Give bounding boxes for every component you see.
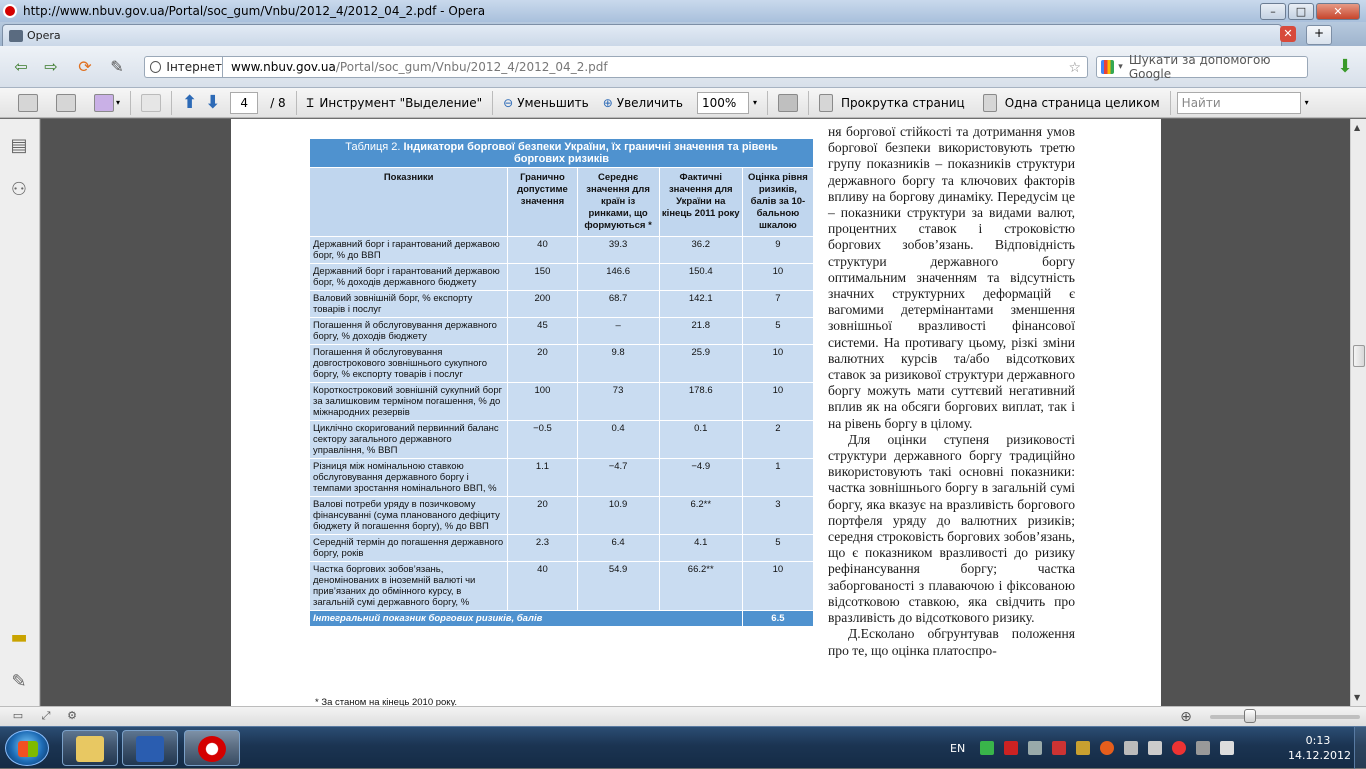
- risk-score: 5: [742, 318, 813, 345]
- panel-toggle-icon[interactable]: ▭: [12, 709, 24, 722]
- risk-score: 3: [742, 497, 813, 535]
- tab-bar: [0, 22, 1366, 46]
- table-caption-prefix: Таблиця 2.: [345, 141, 401, 153]
- taskbar-opera[interactable]: [184, 730, 240, 766]
- download-icon[interactable]: ⬇: [1337, 56, 1353, 77]
- select-tool-button[interactable]: [303, 91, 486, 115]
- indicators-table: [309, 138, 814, 627]
- actual-value: 0.1: [659, 421, 742, 459]
- security-label: Інтернет: [166, 60, 222, 74]
- average-value: –: [577, 318, 659, 345]
- indicator-name: Різниця між номінальною ставкою обслуговування державного боргу і темпами зростання номінального ВВП, %: [310, 459, 508, 497]
- indicator-name: Погашення й обслуговування довгострокового зовнішнього сукупного боргу, % експорту товарів і послуг: [310, 345, 508, 383]
- url-path: /Portal/soc_gum/Vnbu/2012_4/2012_04_2.pdf: [335, 60, 608, 74]
- opera-menu-icon: [9, 30, 23, 42]
- limit-value: −0.5: [508, 421, 577, 459]
- zoom-in-button[interactable]: [599, 91, 687, 115]
- security-tray-icon[interactable]: [1052, 741, 1066, 755]
- indicator-name: Середній термін до погашення державного боргу, років: [310, 535, 508, 562]
- zoom-out-icon: ⊖: [503, 95, 514, 110]
- table-footnote: * За станом на кінець 2010 року.: [315, 697, 458, 706]
- device-tray-icon[interactable]: [1028, 741, 1042, 755]
- table-header: Оцінка рівня ризиків, балів за 10-бальною шкалою: [742, 168, 813, 237]
- window-titlebar: [0, 0, 1366, 22]
- reload-button[interactable]: ⟳: [78, 57, 92, 76]
- actual-value: −4.9: [659, 459, 742, 497]
- close-tab-button[interactable]: ✕: [1280, 26, 1296, 42]
- table-header: Показники: [310, 168, 508, 237]
- flash-tray-icon[interactable]: [1100, 741, 1114, 755]
- network-tray-icon[interactable]: [980, 741, 994, 755]
- url-field[interactable]: [222, 56, 1088, 78]
- risk-score: 10: [742, 345, 813, 383]
- status-bar: [0, 706, 1366, 726]
- risk-score: 10: [742, 264, 813, 291]
- text-cursor-icon: Ɪ: [306, 96, 314, 110]
- find-dropdown-icon[interactable]: ▾: [1304, 98, 1309, 107]
- comment-button[interactable]: [137, 91, 165, 115]
- limit-value: 200: [508, 291, 577, 318]
- actual-value: 4.1: [659, 535, 742, 562]
- tool-tray-icon[interactable]: [1076, 741, 1090, 755]
- average-value: 6.4: [577, 535, 659, 562]
- table-caption-title: Індикатори боргової безпеки України, їх граничні значення та рівень боргових ризиків: [403, 141, 778, 165]
- save-icon: [56, 94, 76, 112]
- table-row: [310, 497, 814, 535]
- indicator-name: Державний борг і гарантований державою борг, % до ВВП: [310, 237, 508, 264]
- show-desktop-button[interactable]: [1354, 727, 1366, 769]
- fullscreen-icon[interactable]: ⤢: [41, 709, 51, 722]
- binoculars-icon[interactable]: ⚇: [10, 179, 28, 200]
- close-window-button[interactable]: ✕: [1316, 3, 1360, 20]
- pdf-page: [231, 119, 1161, 706]
- scrollbar-thumb[interactable]: [1353, 345, 1365, 367]
- table-row: [310, 318, 814, 345]
- camera-icon: [778, 94, 798, 112]
- bookmark-star-icon[interactable]: ☆: [1068, 60, 1081, 76]
- edit-icon[interactable]: ✎: [110, 57, 124, 76]
- limit-value: 150: [508, 264, 577, 291]
- actual-value: 6.2**: [659, 497, 742, 535]
- minimize-button[interactable]: –: [1260, 3, 1286, 20]
- toolbar-separator: [171, 91, 172, 115]
- risk-score: 10: [742, 383, 813, 421]
- pdf-toolbar: [0, 88, 1366, 118]
- globe-icon: [150, 61, 161, 73]
- actual-value: 25.9: [659, 345, 742, 383]
- indicator-name: Валовий зовнішній борг, % експорту товарів і послуг: [310, 291, 508, 318]
- paragraph: ня боргової стійкості та дотримання умов боргової безпеки використовують третю групу показників – показників структури державного боргу та ключових факторів впливу на боргову динаміку. Передусім це – показники структури за видами валют, процентних ставок і строковістю боргових зобов’язань. Відповідність структури державного боргу оптимальним значенням та відсутність значних структурних деформацій є вагомими детермінантами зменшення зовнішньої вразливості фінансової системи. На противагу цьому, різкі зміни валютних курсів та/або відсоткових ставок за ризикової структури державного боргу можуть мати суттєвий негативний вплив як на обсяги боргових виплат, так і на рівень боргу в цілому.: [828, 124, 1075, 431]
- table-row: [310, 535, 814, 562]
- print-icon: [18, 94, 38, 112]
- clipboard-tray-icon[interactable]: [1148, 741, 1162, 755]
- risk-score: 1: [742, 459, 813, 497]
- indicator-name: Короткостроковий зовнішній сукупний борг за залишковим терміном погашення, % до міжнародних резервів: [310, 383, 508, 421]
- table-caption: [310, 139, 814, 168]
- next-page-button[interactable]: ⬇: [205, 92, 221, 113]
- average-value: 39.3: [577, 237, 659, 264]
- search-placeholder: Шукати за допомогою Google: [1128, 53, 1271, 81]
- actual-value: 142.1: [659, 291, 742, 318]
- table-header: Середнє значення для країн із ринками, що формуються *: [577, 168, 659, 237]
- comment-icon: [141, 94, 161, 112]
- indicator-name: Частка боргових зобов’язань, деномінованих в іноземній валюті чи прив’язаних до обмінного курсу, в загальній сумі державного боргу, %: [310, 562, 508, 611]
- one-page-label: Одна страница целиком: [1004, 95, 1160, 110]
- window-controls: [1260, 3, 1360, 20]
- table-row: [310, 562, 814, 611]
- total-label: Інтегральний показник боргових ризиків, балів: [310, 611, 743, 627]
- actual-value: 178.6: [659, 383, 742, 421]
- system-tray: [950, 727, 1239, 769]
- zoom-slider[interactable]: [1210, 715, 1360, 719]
- zoom-out-label: Уменьшить: [517, 95, 589, 110]
- average-value: 146.6: [577, 264, 659, 291]
- average-value: 0.4: [577, 421, 659, 459]
- table-row: [310, 383, 814, 421]
- forward-button[interactable]: ⇨: [44, 57, 58, 76]
- find-input[interactable]: Найти: [1177, 92, 1301, 114]
- zoom-select[interactable]: 100%: [697, 92, 749, 114]
- taskbar-explorer[interactable]: [62, 730, 118, 766]
- search-engine-dropdown-icon[interactable]: ▾: [1118, 62, 1123, 72]
- scroll-pages-label: Прокрутка страниц: [840, 95, 965, 110]
- average-value: 73: [577, 383, 659, 421]
- url-host: www.nbuv.gov.ua: [231, 60, 336, 74]
- folder-icon: [76, 736, 104, 762]
- pages-icon[interactable]: ▤: [10, 135, 28, 156]
- window-title: http://www.nbuv.gov.ua/Portal/soc_gum/Vnbu/2012_4/2012_04_2.pdf - Opera: [23, 4, 486, 18]
- search-field[interactable]: [1096, 53, 1308, 81]
- actual-value: 66.2**: [659, 562, 742, 611]
- limit-value: 20: [508, 497, 577, 535]
- actual-value: 36.2: [659, 237, 742, 264]
- table-row: [310, 421, 814, 459]
- risk-score: 5: [742, 535, 813, 562]
- table-row: [310, 264, 814, 291]
- limit-value: 45: [508, 318, 577, 345]
- pdf-side-panel: [0, 119, 40, 706]
- opera-tray-icon[interactable]: [1172, 741, 1186, 755]
- settings-icon[interactable]: ⚙: [67, 709, 77, 722]
- maximize-button[interactable]: □: [1288, 3, 1314, 20]
- share-icon: [94, 94, 114, 112]
- acrobat-tray-icon[interactable]: [1004, 741, 1018, 755]
- table-header: Гранично допустиме значення: [508, 168, 577, 237]
- table-row: [310, 291, 814, 318]
- prev-page-button[interactable]: ⬆: [182, 92, 198, 113]
- average-value: 54.9: [577, 562, 659, 611]
- print-button[interactable]: [14, 91, 42, 115]
- clock-time: 0:13: [1305, 734, 1331, 747]
- table-row: [310, 345, 814, 383]
- share-button[interactable]: [90, 91, 124, 115]
- table-row: [310, 459, 814, 497]
- monitor-tray-icon[interactable]: [1196, 741, 1210, 755]
- toolbar-separator: [492, 91, 493, 115]
- snapshot-button[interactable]: [774, 91, 802, 115]
- risk-score: 2: [742, 421, 813, 459]
- toolbar-separator: [767, 91, 768, 115]
- risk-score: 9: [742, 237, 813, 264]
- vertical-scrollbar[interactable]: [1350, 119, 1366, 706]
- zoom-dropdown-icon[interactable]: ▾: [752, 98, 757, 107]
- limit-value: 1.1: [508, 459, 577, 497]
- average-value: 10.9: [577, 497, 659, 535]
- zoom-icon[interactable]: ⊕: [1180, 709, 1192, 725]
- scroll-down-icon[interactable]: ▼: [1354, 693, 1361, 702]
- limit-value: 40: [508, 562, 577, 611]
- scroll-up-icon[interactable]: ▲: [1354, 123, 1361, 132]
- select-tool-label: Инструмент "Выделение": [319, 95, 483, 110]
- attachments-icon[interactable]: ✎: [11, 671, 27, 692]
- toolbar-separator: [296, 91, 297, 115]
- indicator-name: Державний борг і гарантований державою борг, % доходів державного бюджету: [310, 264, 508, 291]
- one-page-button[interactable]: [979, 91, 1164, 115]
- language-indicator[interactable]: EN: [950, 741, 966, 755]
- share-dropdown-icon: ▾: [116, 98, 121, 107]
- page-number-input[interactable]: 4: [230, 92, 258, 114]
- average-value: 9.8: [577, 345, 659, 383]
- taskbar-word[interactable]: [122, 730, 178, 766]
- indicator-name: Циклічно скоригований первинний баланс сектору загального державного управління, % ВВП: [310, 421, 508, 459]
- windows-logo-icon: [18, 741, 38, 757]
- back-button[interactable]: ⇦: [14, 57, 28, 76]
- paragraph: Д.Есколано обгрунтував положення про те, що оцінка платоспро-: [828, 626, 1075, 658]
- save-button[interactable]: [52, 91, 80, 115]
- zoom-slider-knob[interactable]: [1244, 709, 1256, 723]
- zoom-in-icon: ⊕: [602, 95, 613, 110]
- paragraph: Для оцінки ступеня ризиковості структури державного боргу традиційно використовують такі основні показники: частка зовнішнього боргу в загальній сумі боргу, яка вказує на вразливість боргового портфеля уряду до валютних ризиків; середня строковість боргових зобов’язань, що є показником вразливості до ризику рефінансування боргу; частка заборгованості з плаваючою і фіксованою відсотковою ставкою, яка свідчить про вразливість до відсоткового ризику.: [828, 431, 1075, 626]
- risk-score: 10: [742, 562, 813, 611]
- address-toolbar: [0, 46, 1366, 88]
- page-total: / 8: [270, 95, 286, 110]
- pdf-viewport[interactable]: [41, 119, 1350, 706]
- zoom-in-label: Увеличить: [616, 95, 683, 110]
- word-icon: [136, 736, 164, 762]
- total-value: 6.5: [742, 611, 813, 627]
- actual-value: 21.8: [659, 318, 742, 345]
- security-badge[interactable]: [144, 56, 222, 78]
- average-value: −4.7: [577, 459, 659, 497]
- tab-current[interactable]: [2, 24, 1282, 46]
- new-tab-button[interactable]: +: [1306, 25, 1332, 45]
- keyboard-tray-icon[interactable]: [1124, 741, 1138, 755]
- limit-value: 100: [508, 383, 577, 421]
- limit-value: 2.3: [508, 535, 577, 562]
- risk-score: 7: [742, 291, 813, 318]
- table-row: [310, 237, 814, 264]
- table-header: Фактичні значення для України на кінець 2011 року: [659, 168, 742, 237]
- tab-label: Opera: [27, 29, 61, 42]
- actual-value: 150.4: [659, 264, 742, 291]
- toolbar-separator: [808, 91, 809, 115]
- fit-page-icon: [983, 94, 997, 112]
- volume-tray-icon[interactable]: [1220, 741, 1234, 755]
- average-value: 68.7: [577, 291, 659, 318]
- limit-value: 20: [508, 345, 577, 383]
- scroll-pages-icon: [819, 94, 833, 112]
- opera-logo-icon: [3, 4, 17, 18]
- comments-icon[interactable]: ▬: [10, 627, 28, 648]
- toolbar-separator: [130, 91, 131, 115]
- google-icon: [1101, 60, 1114, 74]
- toolbar-separator: [1170, 91, 1171, 115]
- opera-icon: [198, 736, 226, 762]
- taskbar-clock[interactable]: [1288, 733, 1351, 763]
- clock-date: 14.12.2012: [1288, 749, 1351, 762]
- article-text: [828, 124, 1075, 659]
- indicator-name: Погашення й обслуговування державного боргу, % доходів бюджету: [310, 318, 508, 345]
- windows-taskbar: [0, 726, 1366, 768]
- scroll-pages-button[interactable]: [815, 91, 969, 115]
- start-button[interactable]: [5, 730, 49, 766]
- indicator-name: Валові потреби уряду в позичковому фінансуванні (сума планованого дефіциту бюджету й погашення боргу), % до ВВП: [310, 497, 508, 535]
- limit-value: 40: [508, 237, 577, 264]
- zoom-out-button[interactable]: [499, 91, 593, 115]
- table-total-row: [310, 611, 814, 627]
